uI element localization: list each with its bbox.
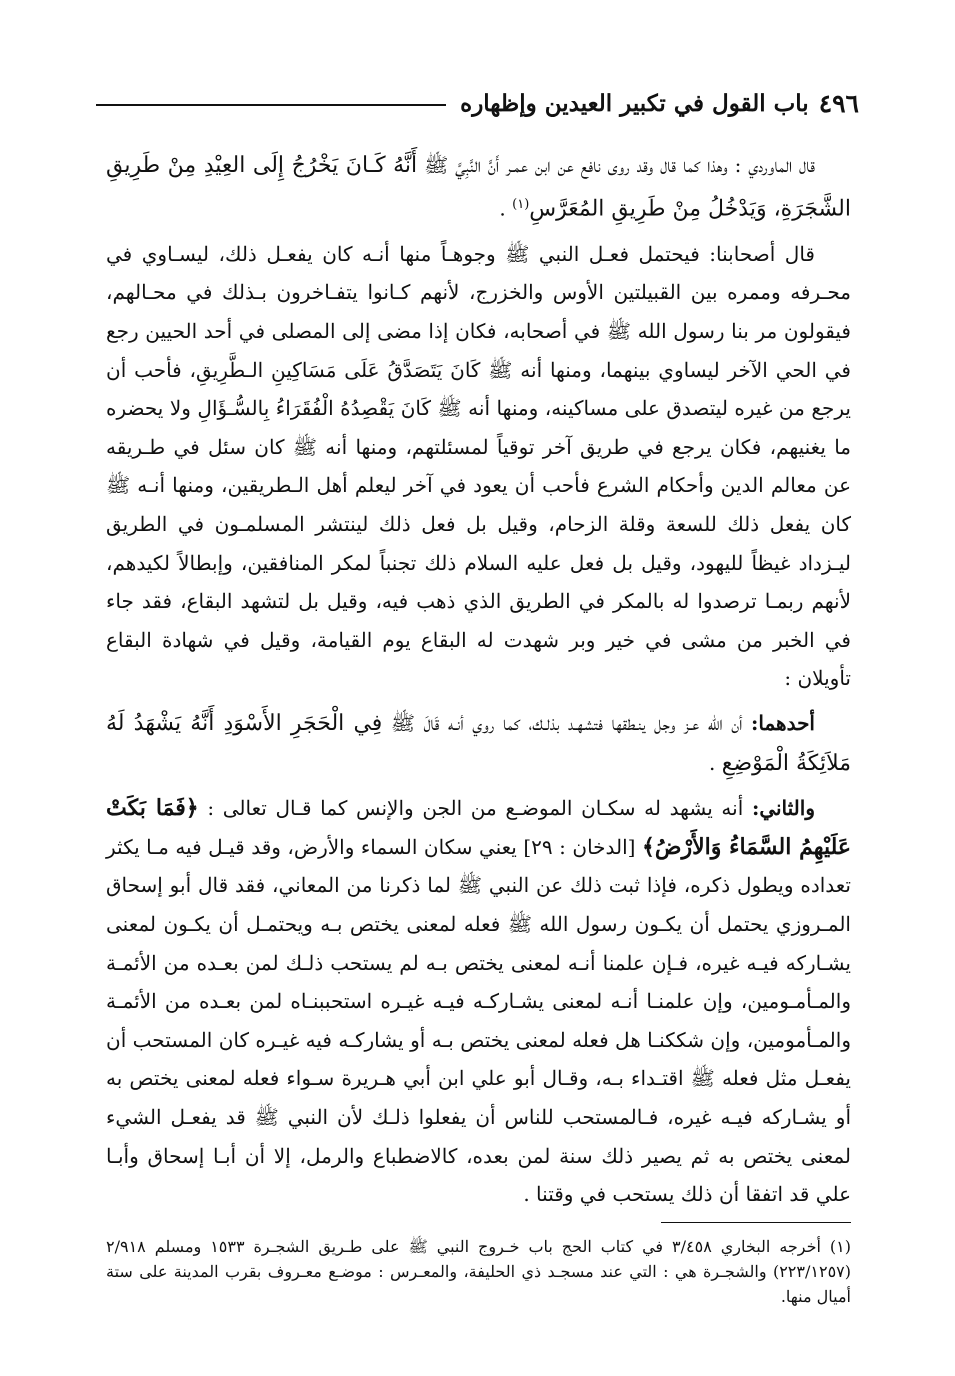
running-header	[96, 86, 859, 120]
footnote-ref[interactable]: (١)	[512, 196, 530, 212]
footnotes	[106, 1234, 851, 1309]
paragraph-rest: [الدخان : ٢٩] يعني سكان السماء والأرض، وقد قيـل فيه مـا يكثر تعداده ويطول ذكره، فإذا ثبت ذلك عن النبي ﷺ لما ذكرنا من المعاني، فقد قال أبو إسحاق المـروزي يحتمل أن يكـون رسول الله ﷺ فعله لمعنى يختص بـه ويحتمـل أن يكـون لمعنى يشـاركه فيـه غيره، فـإن علمنا أنـه لمعنى يختص بـه لم يستحب ذلـك لمن بعـده من الأئمـة والمـأمـومين، وإن علمنـا أنـه لمعنى يشـاركـه فيـه غيـره استحببنـاه لمن بعـده من الأئمـة والمـأمومين، وإن شككنـا هل فعله لمعنى يختص بـه أو يشاركـه فيه غيـره كان المستحب أن يفعـل مثل فعله ﷺ اقتـداء بـه، وقـال أبو علي ابن أبي هـريرة سـواء فعله لمعنى يختص به أو يشـاركه فيـه غيره، فـالمستحب للناس أن يفعلوا ذلـك لأن النبي ﷺ قد يفعـل الشيء لمعنى يختص به ثم يصير ذلك سنة لمن بعده، كالاضطباع والرمل، إلا أن أبـا إسحاق وأبـا علي قد اتفقا أن ذلك يستحب في وقتنا .	[106, 834, 851, 1207]
header-rule	[96, 104, 446, 106]
paragraph	[106, 789, 851, 1214]
chapter-title: باب القول في تكبير العيدين وإظهاره	[460, 89, 809, 117]
paragraph-lead: أحدهما:	[750, 710, 815, 735]
hadith-quote: أَنَّهُ كَـانَ يَخْرُجُ إِلَى العِيْدِ مِنْ طَرِيقِ الشَّجَرَةِ، وَيَدْخُلُ مِنْ طَرِيقِ المُعَرَّسِ	[106, 153, 851, 222]
body-text	[106, 146, 851, 1214]
paragraph-lead: والثاني:	[751, 796, 815, 821]
paragraph-text: أن الله عـز وجل ينـطقها فتشهـد بذلـك، كما روي أنـه قَالَ ﷺ	[382, 710, 751, 735]
page-number: ٤٩٦	[818, 88, 859, 118]
paragraph	[106, 235, 851, 698]
paragraph-tail: .	[709, 750, 722, 775]
paragraph-text: قال أصحابنا: فيحتمل فعـل النبي ﷺ وجوهـاً منها أنـه كان يفعـل ذلك، ليسـاوي في محـرفه وممره بين القبيلتين الأوس والخزرج، لأنهم كـانوا يتفـاخرون بـذلك في محـالهم، فيقولون مر بنا رسول الله ﷺ في أصحابه، فكان إذا مضى إلى المصلى في أحد الحيين رجع في الحي الآخر ليساوي بينهما، ومنها أنه ﷺ كَانَ يَتَصَدَّقُ عَلَى مَسَاكِينِ الـطَّرِيقِ، فأحب أن يرجع من غيره ليتصدق على مساكينه، ومنها أنه ﷺ كَانَ يَقْصِدُهُ الْفُقَرَاءُ بِالسُّـؤَالِ ولا يحضره ما يغنيهم، فكان يرجع في طريق آخر توقياً لمسئلتهم، ومنها أنه ﷺ كان سئل في طـريقه عن معالم الدين وأحكام الشرع فأحب أن يعود في آخر ليعلم أهل الـطريقين، ومنها أنـه ﷺ كان يفعل ذلك للسعة وقلة الزحام، وقيل بل فعل ذلك لينتشر المسلمـون في الطريق ليـزداد غيظاً لليهود، وقيل بل فعل عليه السلام ذلك تجنباً لمكر المنافقين، وإبطالاً لكيدهم، لأنهم ربمـا ترصدوا له بالمكر في الطريق الذي ذهب فيه، وقيل بل لتشهد البقاع، فقد جاء في الخبر من مشى في خير وبر شهدت له البقاع يوم القيامة، وقيل في شهادة البقاع تأويلان :	[106, 241, 851, 691]
paragraph-text: قال الماوردي : وهذا كما قال وقد روى نافع عن ابن عمـر أَنَّ النَّبِيَّ ﷺ	[417, 153, 815, 177]
paragraph-text: أنه يشهد له سكـان الموضـع من الجن والإنس كما قـال تعالى :	[198, 796, 752, 821]
paragraph	[106, 146, 851, 229]
hadith-quote: فِي الْحَجَرِ الأَسْوَدِ أَنَّهُ يَشْهَدُ لَهُ مَلاَئِكَةُ الْمَوْضِعِ	[106, 710, 851, 776]
paragraph	[106, 704, 851, 783]
quran-verse: ﴿فَمَا بَكَتْ عَلَيْهِمُ السَّمَاءُ وَالأَرْضُ﴾	[106, 795, 851, 860]
footnote-rule	[661, 1222, 851, 1223]
footnote: (١) أخرجه البخاري ٣/٤٥٨ في كتاب الحج باب خـروج النبي ﷺ على طـريق الشجـرة ١٥٣٣ ومسلم ٢/٩١٨ (٢٢٣/١٢٥٧) والشجـرة هي : التي عند مسجـد ذي الحليفة، والمعـرس : موضـع معـروف بقرب المدينة على ستة أميال منها.	[106, 1237, 851, 1306]
paragraph-tail: .	[499, 196, 513, 221]
